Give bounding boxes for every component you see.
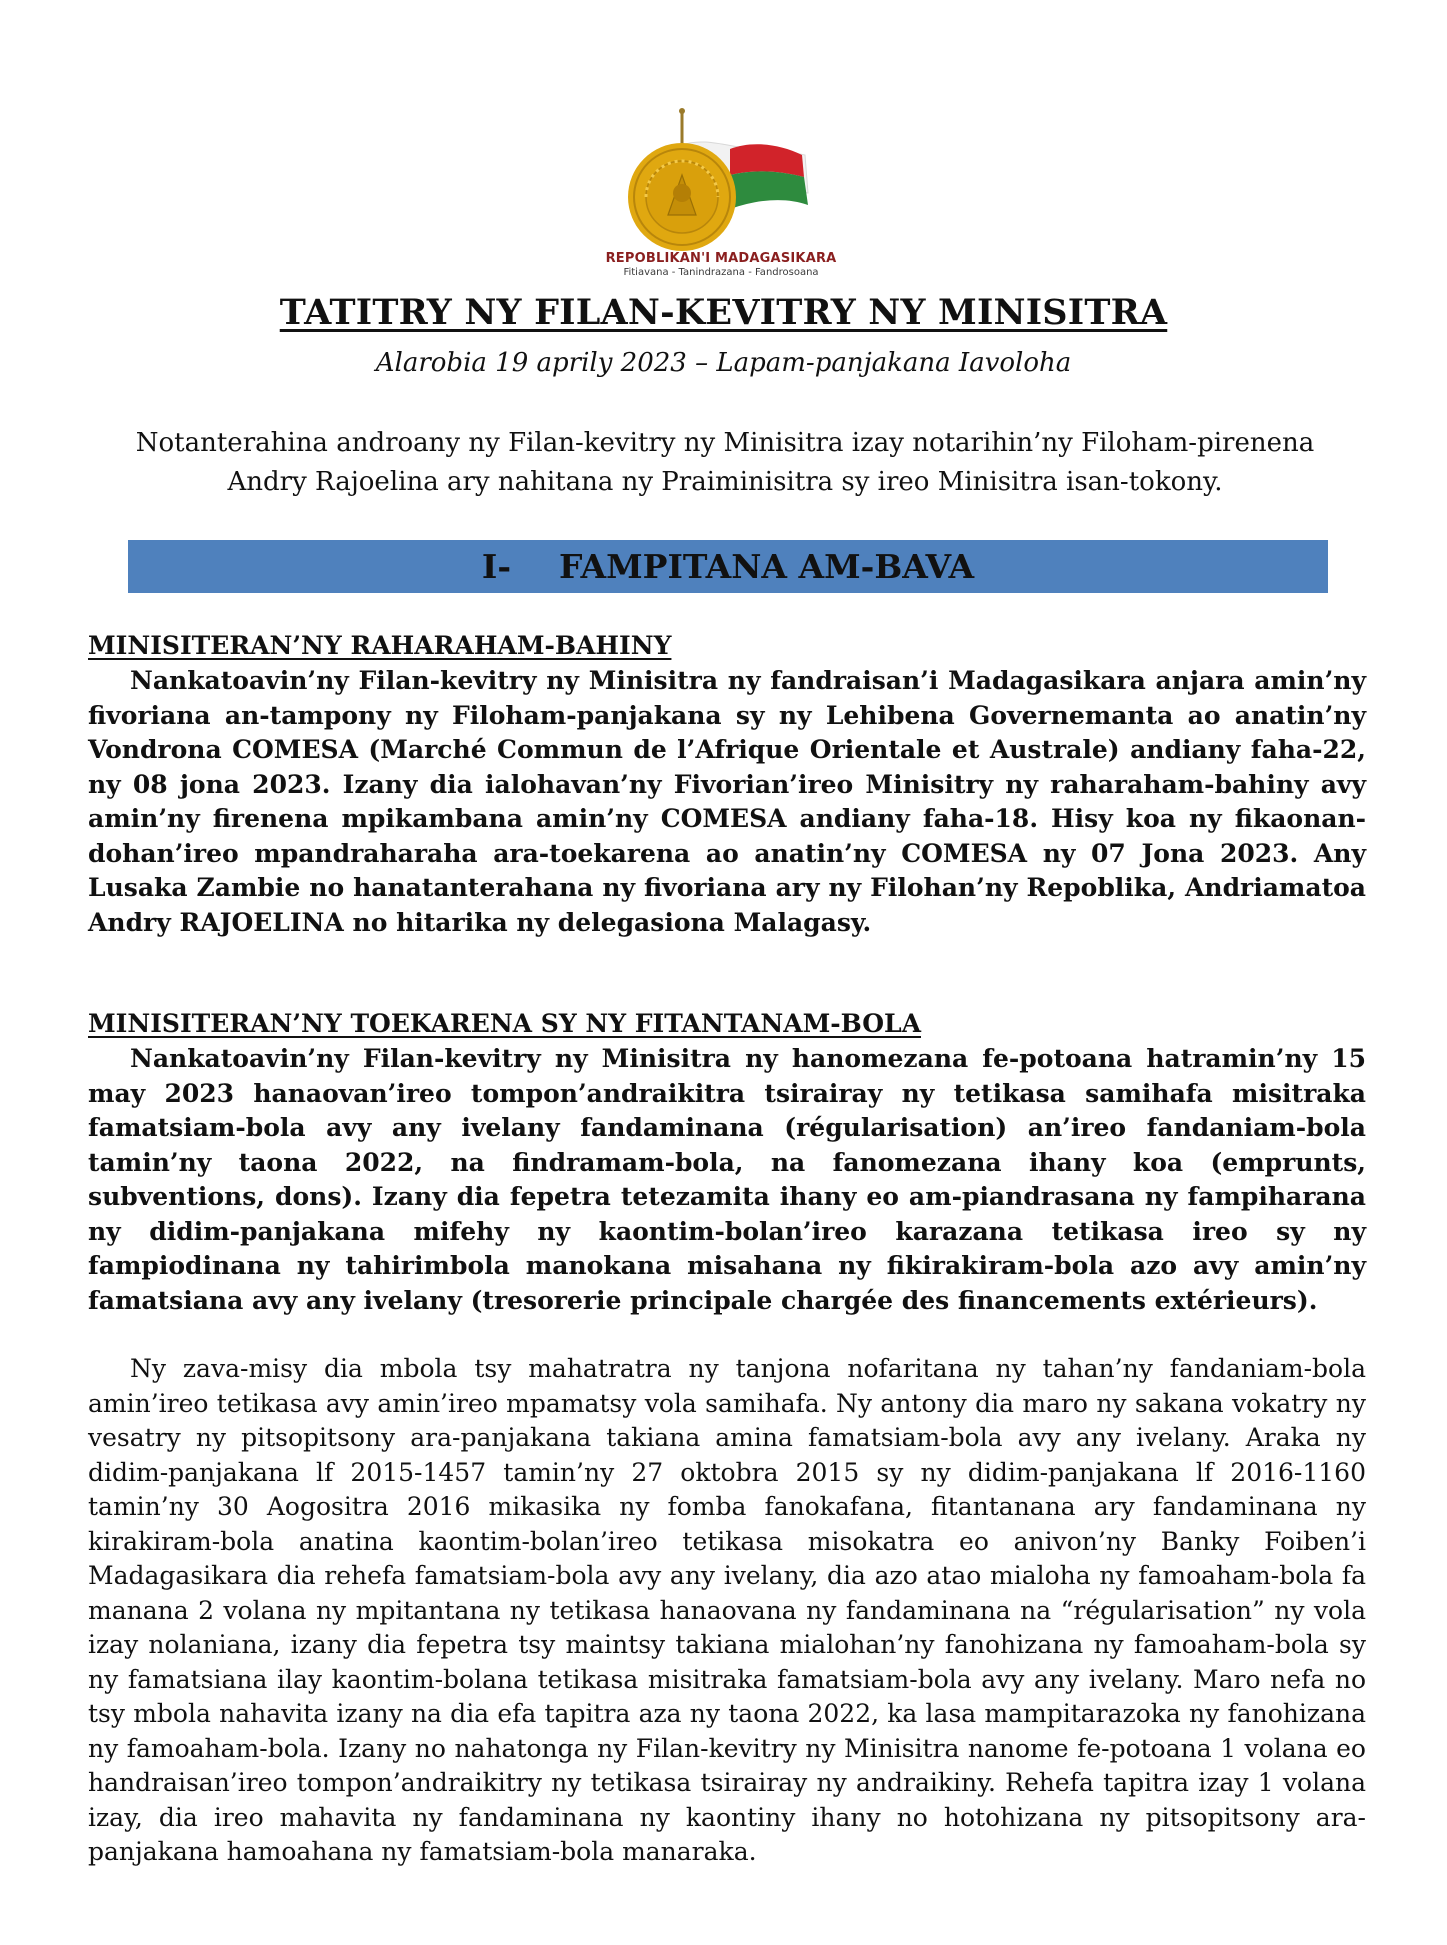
ministry-heading-economy-finance: MINISITERAN’NY TOEKARENA SY NY FITANTANAM-BOLA [88,1009,921,1038]
logo-name: REPOBLIKAN'I MADAGASIKARA [605,251,837,266]
logo-caption [590,251,852,278]
ministry-paragraph: Nankatoavin’ny Filan-kevitry ny Minisitra ny hanomezana fe-potoana hatramin’ny 15 may 2023 hanaovan’ireo tompon’andraikitra tsirairay ny tetikasa samihafa misitraka famatsiam-bola avy any ivelany fandaminana (régularisation) an’ireo fandaniam-bola tamin’ny taona 2022, na findramam-bola, na fanomezana ihany koa (emprunts, subventions, dons). Izany dia fepetra tetezamita ihany eo am-piandrasana ny fampiharana ny didim-panjakana mifehy ny kaontim-bolan’ireo karazana tetikasa ireo sy ny fampiodinana ny tahirimbola manokana misahana ny fikirakiram-bola azo avy amin’ny famatsiana avy any ivelany (tresorerie principale chargée des financements extérieurs). [88,1044,1366,1315]
section-title: FAMPITANA AM-BAVA [559,547,975,586]
ministry-paragraph: Ny zava-misy dia mbola tsy mahatratra ny tanjona nofaritana ny tahan’ny fandaniam-bola amin’ireo tetikasa avy amin’ireo mpamatsy vola samihafa. Ny antony dia maro ny sakana vokatry ny vesatry ny pitsopitsony ara-panjakana takiana amina famatsiam-bola avy any ivelany. Araka ny didim-panjakana lf 2015-1457 tamin’ny 27 oktobra 2015 sy ny didim-panjakana lf 2016-1160 tamin’ny 30 Aogositra 2016 mikasika ny fomba fanokafana, fitantanana ary fandaminana ny kirakiram-bola anatina kaontim-bolan’ireo tetikasa misokatra eo anivon’ny Banky Foiben’i Madagasikara dia rehefa famatsiam-bola avy any ivelany, dia azo atao mialoha ny famoaham-bola fa manana 2 volana ny mpitantana ny tetikasa hanaovana ny fandaminana na “régularisation” ny vola izay nolaniana, izany dia fepetra tsy maintsy takiana mialohan’ny fanohizana ny famoaham-bola sy ny famatsiana ilay kaontim-bolana tetikasa misitraka famatsiam-bola avy any ivelany. Maro nefa no tsy mbola nahavita izany na dia efa tapitra aza ny taona 2022, ka lasa mampitarazoka ny fanohizana ny famoaham-bola. Izany no nahatonga ny Filan-kevitry ny Minisitra nanome fe-potoana 1 volana eo handraisan’ireo tompon’andraikitry ny tetikasa tsirairay ny andraikiny. Rehefa tapitra izay 1 volana izay, dia ireo mahavita ny fandaminana ny kaontiny ihany no hotohizana ny pitsopitsony ara-panjakana hamoahana ny famatsiam-bola manaraka. [88,1354,1366,1866]
seal-and-flag-icon [590,105,852,255]
ministry-heading-foreign-affairs: MINISITERAN’NY RAHARAHAM-BAHINY [88,631,672,660]
ministry-paragraph: Nankatoavin’ny Filan-kevitry ny Minisitra ny fandraisan’i Madagasikara anjara amin’ny fivoriana an-tampony ny Filoham-panjakana sy ny Lehibena Governemanta ao anatin’ny Vondrona COMESA (Marché Commun de l’Afrique Orientale et Australe) andiany faha-22, ny 08 jona 2023. Izany dia ialohavan’ny Fivorian’ireo Minisitry ny raharaham-bahiny avy amin’ny firenena mpikambana amin’ny COMESA andiany faha-18. Hisy koa ny fikaonan-dohan’ireo mpandraharaha ara-toekarena ao anatin’ny COMESA ny 07 Jona 2023. Any Lusaka Zambie no hanatanterahana ny fivoriana ary ny Filohan’ny Repoblika, Andriamatoa Andry RAJOELINA no hitarika ny delegasiona Malagasy. [88,666,1366,937]
intro-paragraph: Notanterahina androany ny Filan-kevitry ny Minisitra izay notarihin’ny Filoham-pirenena Andry Rajoelina ary nahitana ny Praiminisitra sy ireo Minisitra isan-tokony. [135,428,1315,497]
section-number: I- [481,547,512,586]
republic-logo [590,105,860,285]
document-title: TATITRY NY FILAN-KEVITRY NY MINISITRA [279,292,1168,333]
document-subtitle: Alarobia 19 aprily 2023 – Lapam-panjakana Iavoloha [375,348,1072,378]
logo-motto: Fitiavana - Tanindrazana - Fandrosoana [623,267,819,278]
section-band [128,540,1328,593]
